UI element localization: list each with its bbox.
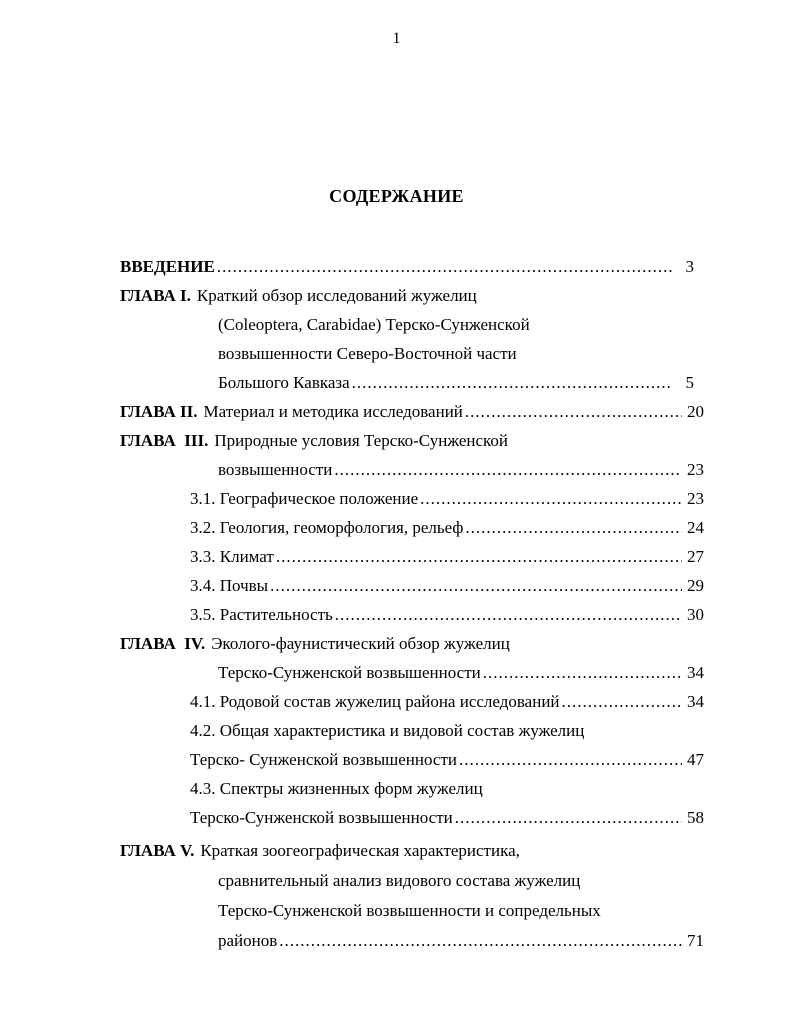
dot-leader [465, 513, 682, 542]
dot-leader [270, 571, 682, 600]
toc-chapter-label: ГЛАВА III. [120, 431, 209, 450]
toc-page-number: 34 [687, 663, 704, 682]
toc-page-number: 23 [687, 489, 704, 508]
toc-continuation-line [218, 866, 580, 895]
toc-entry-text: Природные условия Терско-Сунженской [214, 431, 509, 450]
dot-leader [459, 745, 682, 774]
page-number: 1 [392, 30, 401, 47]
toc-chapter-label: ГЛАВА IV. [120, 634, 206, 653]
toc-page-number: 5 [685, 373, 694, 392]
toc-page-number: 3 [685, 257, 694, 276]
toc-chapter-label: ВВЕДЕНИЕ [120, 257, 215, 276]
dot-leader [276, 542, 682, 571]
toc-continuation-line [218, 310, 530, 339]
toc-entry-section-4-3[interactable] [190, 774, 483, 803]
toc-entry-section-3-1[interactable] [190, 484, 704, 513]
toc-page-number: 34 [687, 692, 704, 711]
toc-entry-chapter-4[interactable] [120, 629, 510, 658]
toc-entry-introduction[interactable] [120, 252, 694, 281]
toc-continuation-line [218, 658, 704, 687]
dot-leader [279, 926, 682, 955]
toc-entry-text: 3.5. Растительность [190, 605, 333, 624]
toc-page-number: 29 [687, 576, 704, 595]
toc-entry-text: Краткая зоогеографическая характеристика, [200, 841, 520, 860]
toc-entry-text: 4.3. Спектры жизненных форм жужелиц [190, 779, 483, 798]
toc-entry-section-4-2[interactable] [190, 716, 584, 745]
page-title: СОДЕРЖАНИЕ [329, 186, 464, 206]
toc-entry-text: Краткий обзор исследований жужелиц [196, 286, 477, 305]
toc-entry-text: возвышенности Северо-Восточной части [218, 344, 517, 363]
toc-entry-chapter-3[interactable] [120, 426, 508, 455]
toc-continuation-line [190, 745, 704, 774]
toc-page-number: 24 [687, 518, 704, 537]
toc-entry-text: Материал и методика исследований [203, 402, 463, 421]
dot-leader [465, 397, 682, 426]
dot-leader [483, 658, 682, 687]
toc-entry-text: 3.2. Геология, геоморфология, рельеф [190, 518, 464, 537]
toc-page-number: 58 [687, 808, 704, 827]
toc-entry-text: Терско-Сунженской возвышенности [218, 663, 481, 682]
dot-leader [420, 484, 682, 513]
dot-leader [217, 252, 672, 281]
toc-entry-text: 3.1. Географическое положение [190, 489, 419, 508]
toc-entry-text: Терско- Сунженской возвышенности [190, 750, 458, 769]
toc-entry-section-3-2[interactable] [190, 513, 704, 542]
toc-entry-text: районов [218, 931, 278, 950]
toc-continuation-line [218, 455, 704, 484]
toc-entry-text: 4.1. Родовой состав жужелиц района исследований [190, 692, 560, 711]
toc-entry-chapter-2[interactable] [120, 397, 704, 426]
toc-continuation-line [190, 803, 704, 832]
toc-continuation-line [218, 926, 704, 955]
toc-entry-section-3-4[interactable] [190, 571, 704, 600]
toc-entry-section-3-3[interactable] [190, 542, 704, 571]
dot-leader [352, 368, 672, 397]
toc-entry-section-3-5[interactable] [190, 600, 704, 629]
toc-page-number: 27 [687, 547, 704, 566]
toc-chapter-label: ГЛАВА I. [120, 286, 191, 305]
dot-leader [562, 687, 682, 716]
dot-leader [334, 455, 682, 484]
dot-leader [455, 803, 682, 832]
toc-chapter-label: ГЛАВА II. [120, 402, 198, 421]
toc-continuation-line [218, 368, 694, 397]
toc-entry-text: сравнительный анализ видового состава жужелиц [218, 871, 581, 890]
toc-chapter-label: ГЛАВА V. [120, 841, 195, 860]
toc-entry-text: 4.2. Общая характеристика и видовой состав жужелиц [190, 721, 585, 740]
toc-entry-text: Терско-Сунженской возвышенности [190, 808, 453, 827]
toc-entry-text: (Coleoptera, Carabidae) Терско-Сунженской [218, 315, 530, 334]
toc-page-number: 20 [687, 402, 704, 421]
toc-page-number: 30 [687, 605, 704, 624]
toc-entry-chapter-1[interactable] [120, 281, 477, 310]
toc-entry-text: возвышенности [218, 460, 333, 479]
toc-continuation-line [218, 339, 517, 368]
toc-continuation-line [218, 896, 601, 925]
toc-entry-text: Эколого-фаунистический обзор жужелиц [211, 634, 510, 653]
toc-entry-text: 3.4. Почвы [190, 576, 269, 595]
toc-entry-section-4-1[interactable] [190, 687, 704, 716]
dot-leader [335, 600, 682, 629]
toc-entry-chapter-5[interactable] [120, 836, 520, 865]
toc-page-number: 23 [687, 460, 704, 479]
toc-entry-text: Терско-Сунженской возвышенности и сопредельных [218, 901, 601, 920]
toc-entry-text: 3.3. Климат [190, 547, 274, 566]
toc-page-number: 47 [687, 750, 704, 769]
toc-page-number: 71 [687, 931, 704, 950]
toc-entry-text: Большого Кавказа [218, 373, 350, 392]
